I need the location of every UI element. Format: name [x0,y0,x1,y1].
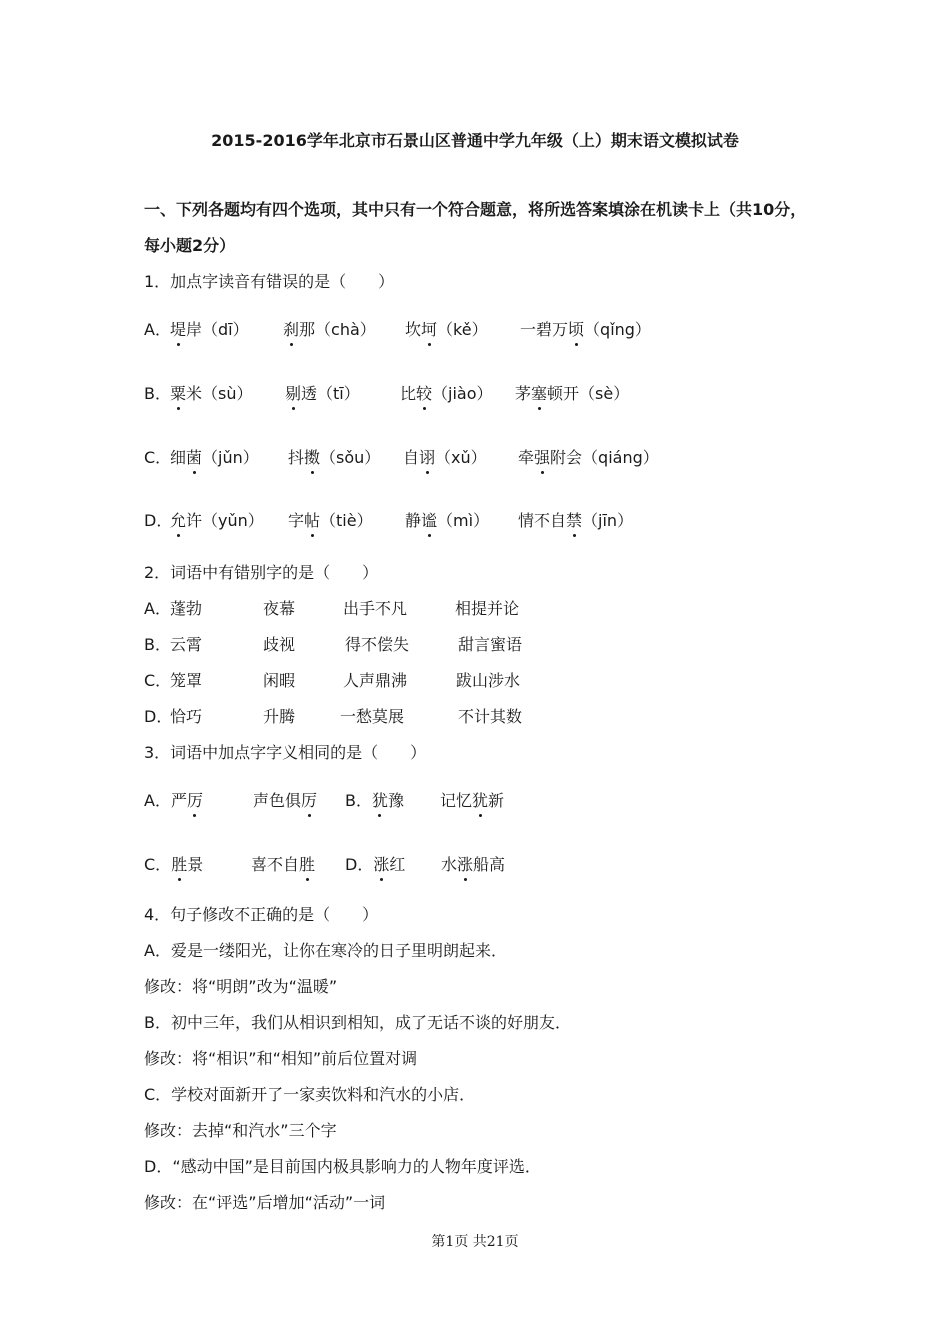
dotted-char: 厉 [186,791,203,810]
q4-option-c: C．学校对面新开了一家卖饮料和汽水的小店． [144,1085,476,1104]
q1-stem: 1．加点字读音有错误的是（ ） [144,272,395,291]
option-word: 不计其数 [458,707,523,726]
q4-option-a: A．爱是一缕阳光，让你在寒冷的日子里明朗起来． [144,941,507,960]
option-item [345,855,405,875]
item-text: 顿开（sè） [547,384,630,403]
item-text: 许（yǔn） [186,511,264,530]
option-word: 歧视 [263,635,296,654]
dotted-char: 刹 [283,320,300,339]
dotted-char: 顷 [568,320,585,339]
dotted-char: 允 [170,511,187,530]
item-text: （tiè） [320,511,373,530]
item-text: 透（tī） [301,384,360,403]
option-label: D． [144,511,173,530]
item-text: （qǐng） [584,320,651,339]
item-text: C． [144,855,172,874]
item-text: 岸（dī） [186,320,249,339]
option-item [283,320,376,340]
dotted-char: 犹 [472,791,489,810]
dotted-char: 帖 [304,511,321,530]
option-word: 蓬勃 [170,599,203,618]
option-item [518,448,659,468]
dotted-char: 剔 [285,384,302,403]
option-label: C． [144,671,172,690]
q4-revision-d: 修改：在“评选”后增加“活动”一词 [144,1193,386,1212]
option-item [440,791,504,811]
option-item [170,384,253,404]
option-word: 相提并论 [455,599,520,618]
section1-heading-line1: 一、下列各题均有四个选项，其中只有一个符合题意，将所选答案填涂在机读卡上（共10分， [144,200,807,219]
dotted-char: 诩 [419,448,436,467]
option-label: B． [144,384,171,403]
q4-revision-a: 修改：将“明朗”改为“温暖” [144,977,338,996]
item-text: （jīn） [582,511,634,530]
item-text: 抖 [288,448,305,467]
option-word: 出手不凡 [343,599,408,618]
option-item [345,791,404,811]
option-item [288,511,373,531]
option-word: 夜幕 [263,599,296,618]
item-text: 红 [389,855,406,874]
dotted-char: 坷 [421,320,438,339]
option-item [518,511,633,531]
option-word: 恰巧 [170,707,203,726]
item-text: 情不自 [518,511,567,530]
option-item [144,855,203,875]
q4-option-b: B．初中三年，我们从相识到相知，成了无话不谈的好朋友． [144,1013,571,1032]
option-label: A． [144,599,171,618]
option-word: 升腾 [263,707,296,726]
q4-stem: 4．句子修改不正确的是（ ） [144,905,379,924]
item-text: D． [345,855,374,874]
option-item [253,791,317,811]
dotted-char: 强 [534,448,551,467]
option-item [285,384,360,404]
dotted-char: 胜 [171,855,188,874]
option-item [403,448,487,468]
item-text: 那（chà） [299,320,376,339]
option-item [405,511,489,531]
option-word: 人声鼎沸 [343,671,408,690]
item-text: 牵 [518,448,535,467]
option-item [170,511,264,531]
item-text: （mì） [437,511,490,530]
item-text: 记忆 [440,791,473,810]
item-text: （jǔn） [202,448,259,467]
q4-option-d: D．“感动中国”是目前国内极具影响力的人物年度评选． [144,1157,541,1176]
dotted-char: 厉 [301,791,318,810]
dotted-char: 谧 [421,511,438,530]
item-text: （sǒu） [320,448,381,467]
dotted-char: 菌 [186,448,203,467]
dotted-char: 较 [416,384,433,403]
item-text: B． [345,791,372,810]
item-text: 茅 [515,384,532,403]
option-item [515,384,629,404]
item-text: 喜不自 [251,855,300,874]
option-word: 笼罩 [170,671,203,690]
q3-stem: 3．词语中加点字字义相同的是（ ） [144,743,427,762]
item-text: 自 [403,448,420,467]
item-text: 附会（qiáng） [550,448,659,467]
item-text: 声色俱 [253,791,302,810]
option-word: 跋山涉水 [456,671,521,690]
item-text: （xǔ） [435,448,487,467]
dotted-char: 涨 [457,855,474,874]
dotted-char: 塞 [531,384,548,403]
item-text: 静 [405,511,422,530]
option-item [405,320,488,340]
dotted-char: 胜 [299,855,316,874]
item-text: 船高 [473,855,506,874]
option-label: C． [144,448,172,467]
exam-title: 2015-2016学年北京市石景山区普通中学九年级（上）期末语文模拟试卷 [211,131,739,150]
option-item [170,320,249,340]
option-item [251,855,315,875]
q2-stem: 2．词语中有错别字的是（ ） [144,563,379,582]
dotted-char: 堤 [170,320,187,339]
item-text: A．严 [144,791,187,810]
item-text: 字 [288,511,305,530]
dotted-char: 禁 [566,511,583,530]
option-word: 得不偿失 [345,635,410,654]
option-item [288,448,380,468]
item-text: 米（sù） [186,384,253,403]
option-item [441,855,505,875]
item-text: （jiào） [432,384,493,403]
dotted-char: 涨 [373,855,390,874]
q4-revision-c: 修改：去掉“和汽水”三个字 [144,1121,337,1140]
item-text: 豫 [388,791,405,810]
item-text: 水 [441,855,458,874]
dotted-char: 擞 [304,448,321,467]
dotted-char: 犹 [371,791,388,810]
page-footer: 第1页 共21页 [431,1234,519,1250]
option-label: D． [144,707,173,726]
item-text: 新 [488,791,505,810]
option-word: 甜言蜜语 [458,635,523,654]
option-item [144,791,203,811]
section1-heading-line2: 每小题2分） [144,236,236,255]
item-text: 坎 [405,320,422,339]
option-word: 云霄 [170,635,203,654]
q4-revision-b: 修改：将“相识”和“相知”前后位置对调 [144,1049,418,1068]
item-text: 景 [187,855,204,874]
option-word: 闲暇 [263,671,296,690]
dotted-char: 粟 [170,384,187,403]
option-item [400,384,493,404]
item-text: 比 [400,384,417,403]
item-text: （kě） [437,320,488,339]
option-word: 一愁莫展 [340,707,405,726]
option-item [170,448,259,468]
option-item [520,320,651,340]
item-text: 细 [170,448,187,467]
item-text: 一碧万 [520,320,569,339]
option-label: A． [144,320,171,339]
option-label: B． [144,635,171,654]
